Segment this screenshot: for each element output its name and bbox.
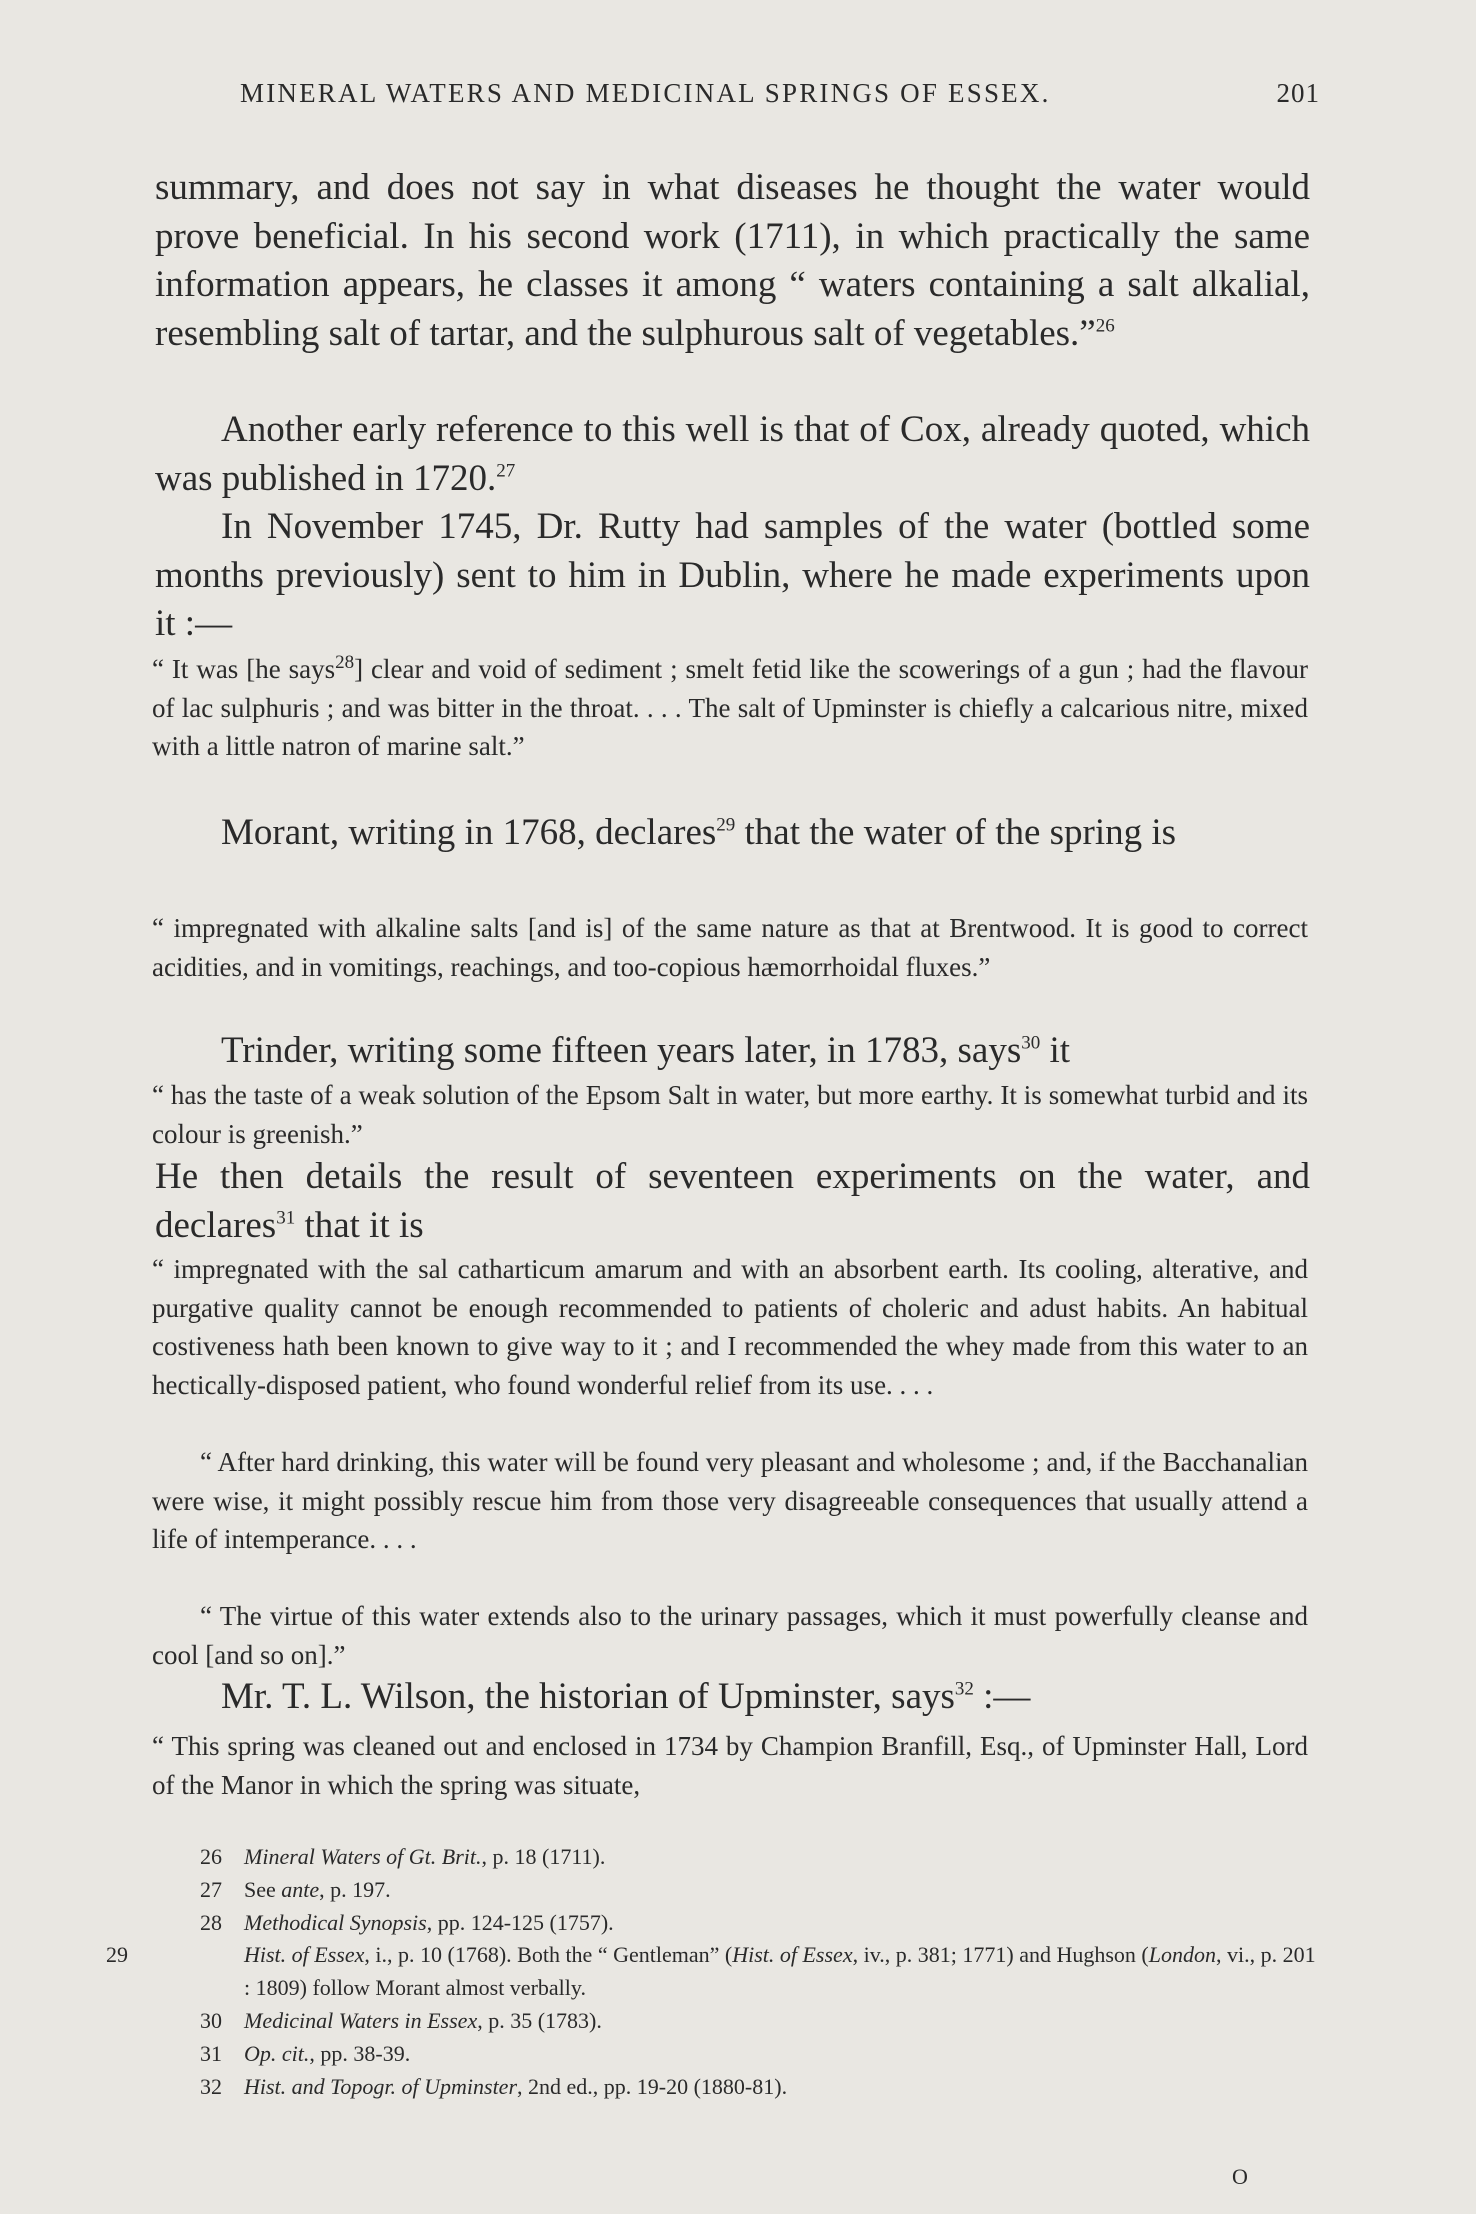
footnote-ref: 26 (1095, 315, 1115, 337)
footnote: 31 Op. cit., pp. 38-39. (200, 2040, 411, 2066)
paragraph-trinder: Trinder, writing some fifteen years later, in 1783, says$^{30}$ it (221, 1030, 1071, 1071)
footnote: 29 Hist. of Essex, i., p. 10 (1768). Both the “ Gentleman” (Hist. of Essex, iv., p. 381; 1771) and Hughson (London, vi., p. 201 : 1809) follow Morant almost verbally. (106, 1942, 1316, 2001)
quote-morant: “ impregnated with alkaline salts [and is] of the same nature as that at Brentwood. It is good to correct acidities, and in vomitings, reachings, and too-copious hæmorrhoidal fluxes.” (152, 913, 1308, 982)
paragraph-rutty: In November 1745, Dr. Rutty had samples of the water (bottled some months previously) sent to him in Dublin, where he made experiments upon it :— (155, 506, 1310, 644)
quote-trinder: “ has the taste of a weak solution of the Epsom Salt in water, but more earthy. It is somewhat turbid and its colour is greenish.” (152, 1080, 1308, 1149)
paragraph-cox: Another early reference to this well is that of Cox, already quoted, which was published in 1720.27 (155, 409, 1310, 499)
signature-mark: O (1232, 2164, 1248, 2189)
quote-trinder-drinking: “ After hard drinking, this water will be found very pleasant and wholesome ; and, if the Bacchanalian were wise, it might possibly rescue him from those very disagreeable consequences that usually attend a life of intemperance. . . . (152, 1447, 1308, 1554)
footnote: 32 Hist. and Topogr. of Upminster, 2nd ed., pp. 19-20 (1880-81). (200, 2073, 788, 2099)
footnote: 30 Medicinal Waters in Essex, p. 35 (1783). (200, 2007, 602, 2033)
running-header (240, 78, 1320, 109)
footnote: 26 Mineral Waters of Gt. Brit., p. 18 (1711). (200, 1844, 606, 1869)
paragraph-morant: Morant, writing in 1768, declares$^{29}$ that the water of the spring is (221, 812, 1177, 853)
footnote: 28 Methodical Synopsis, pp. 124-125 (1757). (200, 1909, 614, 1935)
quote-wilson: “ This spring was cleaned out and enclosed in 1734 by Champion Branfill, Esq., of Upminster Hall, Lord of the Manor in which the spring was situate, (152, 1731, 1308, 1800)
footnote-ref: 31 (276, 1207, 296, 1229)
paragraph-experiments: He then details the result of seventeen experiments on the water, and declares$^{31}$ that it is (155, 1156, 1310, 1246)
footnote-ref: 32 (954, 1678, 974, 1700)
paragraph-wilson: Mr. T. L. Wilson, the historian of Upminster, says$^{32}$ :— (221, 1676, 1031, 1717)
footnote-ref: 27 (496, 460, 516, 482)
page-number: 201 (1276, 78, 1320, 108)
footnote: 27 See ante, p. 197. (200, 1876, 391, 1902)
footnote-ref: 29 (716, 814, 736, 836)
footnotes (106, 1841, 1320, 2103)
paragraph-summary: summary, and does not say in what diseases he thought the water would prove beneficial. In his second work (1711), in which practically the same information appears, he classes it among “ waters containing a salt alkalial, resembling salt of tartar, and the sulphurous salt of vegetables.”$^{26}$ (155, 167, 1310, 354)
footnote-ref: 30 (1021, 1032, 1041, 1054)
quote-trinder-virtue: “ The virtue of this water extends also to the urinary passages, which it must powerfully cleanse and cool [and so on].” (152, 1601, 1308, 1670)
quote-rutty: “ It was [he says$^{28}$] clear and void of sediment ; smelt fetid like the scowerings of a gun ; had the flavour of lac sulphuris ; and was bitter in the throat. . . . The salt of Upminster is chiefly a calcarious nitre, mixed with a little natron of marine salt.” (152, 652, 1308, 761)
footnote-ref: 28 (335, 652, 355, 673)
quote-trinder-properties: “ impregnated with the sal catharticum amarum and with an absorbent earth. Its cooling, alterative, and purgative quality cannot be enough recommended to patients of choleric and adust habits. An habitual costiveness hath been known to give way to it ; and I recommended the whey made from this water to an hectically-disposed patient, who found wonderful relief from its use. . . . (152, 1254, 1308, 1400)
running-title: MINERAL WATERS AND MEDICINAL SPRINGS OF ESSEX. (240, 78, 1051, 108)
